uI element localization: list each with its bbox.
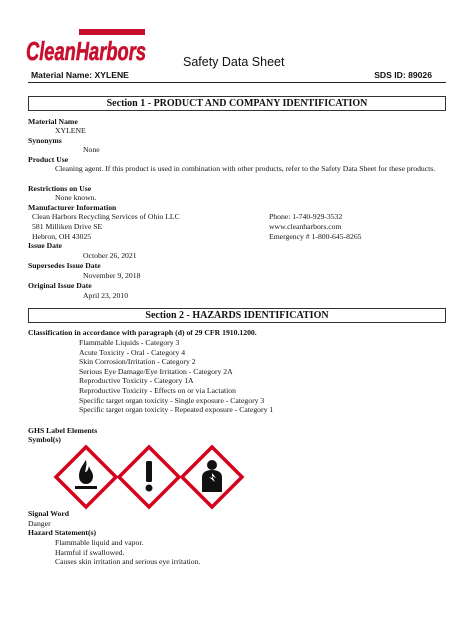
manufacturer-name: Clean Harbors Recycling Services of Ohio LLC (32, 212, 180, 221)
classification-item: Acute Toxicity - Oral - Category 4 (79, 347, 186, 357)
clean-harbors-logo (24, 28, 148, 66)
hazard-statements-label: Hazard Statement(s) (28, 528, 97, 537)
classification-item: Serious Eye Damage/Eye Irritation - Category 2A (79, 366, 233, 376)
supersedes-value: November 9, 2018 (83, 271, 141, 280)
product-use-value: Cleaning agent. If this product is used in combination with other products, refer to the Safety Data Sheet for these products. (55, 164, 436, 173)
hazard-statement: Harmful if swallowed. (55, 547, 125, 557)
classification-item: Reproductive Toxicity - Effects on or via Lactation (79, 385, 236, 395)
classification-label: Classification in accordance with paragraph (d) of 29 CFR 1910.1200. (28, 328, 257, 337)
issue-date-value: October 26, 2021 (83, 251, 137, 260)
issue-date-label: Issue Date (28, 241, 62, 250)
manufacturer-label: Manufacturer Information (28, 203, 117, 212)
product-use-label: Product Use (28, 155, 69, 164)
classification-item: Reproductive Toxicity - Category 1A (79, 376, 194, 386)
section-2-heading: Section 2 - HAZARDS IDENTIFICATION (28, 308, 446, 323)
classification-item: Flammable Liquids - Category 3 (79, 338, 180, 347)
header-divider (28, 82, 446, 83)
phone-number: Phone: 1-740-929-3532 (269, 212, 343, 221)
signal-word-label: Signal Word (28, 509, 70, 518)
health-hazard-icon (182, 447, 242, 507)
material-name-value: XYLENE (55, 126, 86, 135)
classification-item: Specific target organ toxicity - Single exposure - Category 3 (79, 395, 265, 405)
logo-text: CleanHarbors (26, 36, 146, 66)
sds-id-header: SDS ID: 89026 (374, 70, 432, 80)
hazard-statement: Flammable liquid and vapor. (55, 538, 144, 547)
document-title: Safety Data Sheet (183, 55, 285, 69)
symbols-label: Symbol(s) (28, 435, 61, 444)
ghs-pictograms (55, 446, 245, 508)
website-link[interactable]: www.cleanharbors.com (269, 222, 342, 231)
material-name-label: Material Name (28, 117, 78, 126)
manufacturer-street: 581 Milliken Drive SE (32, 222, 103, 231)
supersedes-label: Supersedes Issue Date (28, 261, 101, 270)
section-1-heading: Section 1 - PRODUCT AND COMPANY IDENTIFICATION (28, 96, 446, 111)
flame-icon (56, 447, 116, 507)
synonyms-value: None (83, 145, 100, 154)
synonyms-label: Synonyms (28, 136, 62, 145)
restrictions-value: None known. (55, 193, 97, 202)
classification-list (79, 338, 273, 415)
emergency-number: Emergency # 1-800-645-8265 (269, 232, 362, 241)
material-name-header: Material Name: XYLENE (31, 70, 129, 80)
classification-item: Specific target organ toxicity - Repeated exposure - Category 1 (79, 405, 274, 415)
manufacturer-city: Hebron, OH 43025 (32, 232, 92, 241)
exclamation-mark-icon (119, 447, 179, 507)
signal-word-value: Danger (28, 519, 51, 528)
hazard-statement: Causes skin irritation and serious eye irritation. (55, 557, 201, 567)
hazard-statements-list (55, 538, 200, 567)
classification-item: Skin Corrosion/Irritation - Category 2 (79, 357, 196, 367)
ghs-label: GHS Label Elements (28, 426, 98, 435)
original-issue-date-label: Original Issue Date (28, 281, 92, 290)
original-issue-date-value: April 23, 2010 (83, 291, 129, 300)
restrictions-label: Restrictions on Use (28, 184, 92, 193)
